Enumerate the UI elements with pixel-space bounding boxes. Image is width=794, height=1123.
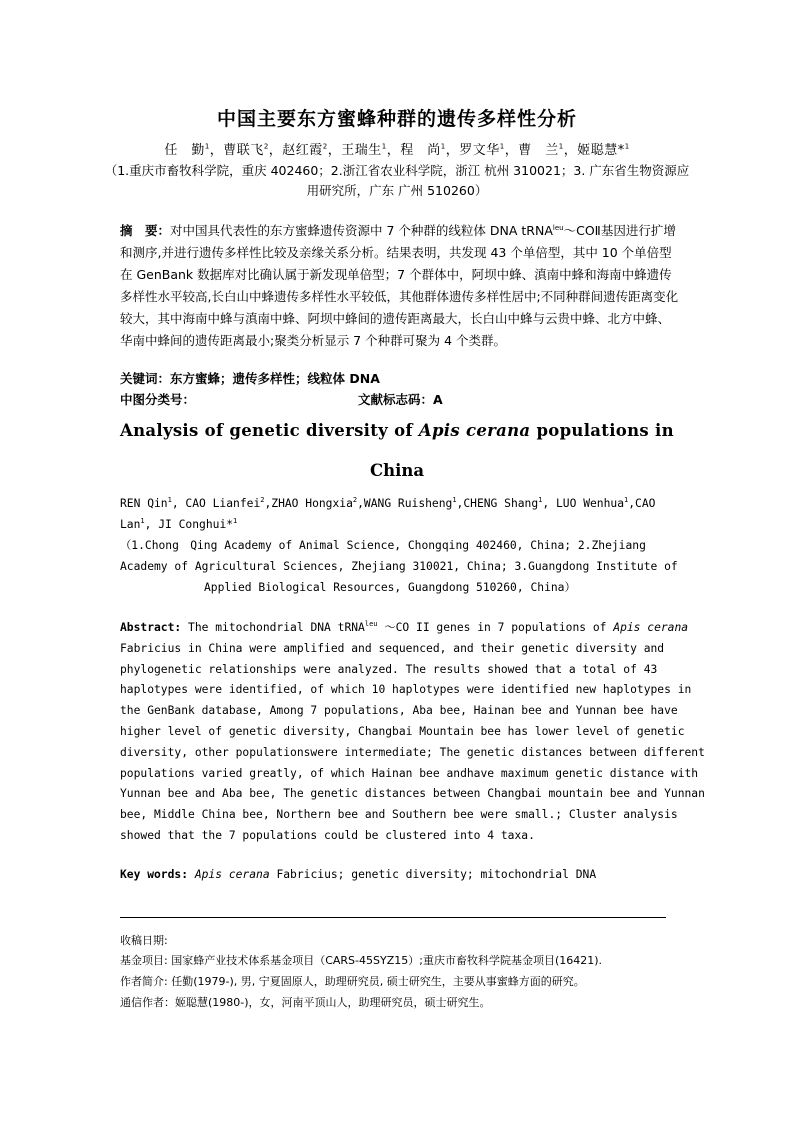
abstract-english [120, 618, 710, 847]
abstract-en-text-3: Fabricius in China were amplified and sequenced, and their genetic diversity and phylogenetic relationships were analyzed. The results showed that a total of 43 haplotypes were identified, of which 10 haplotypes were identified new haplotypes in the GenBank database, Among 7 populations, Aba bee, Hainan bee and Yunnan bee have higher level of genetic diversity, Changbai Mountain bee has lower level of genetic diversity, other populationswere intermediate; The genetic distances between different populations varied greatly, of which Hainan bee andhave maximum genetic distance with Yunnan bee and Aba bee, The genetic distances between Changbai mountain bee and Yunnan bee, Middle China bee, Northern bee and Southern bee were small.; Cluster analysis showed that the 7 populations could be clustered into 4 taxa. [120, 641, 705, 842]
authors-english [120, 493, 690, 535]
keywords-en-label: Key words: [120, 868, 189, 881]
author-en: ,WANG Ruisheng [357, 497, 453, 510]
affiliation-chinese: （1.重庆市畜牧科学院，重庆 402460；2.浙江省农业科学院，浙江 杭州 310021；3. 广东省生物资源应用研究所，广东 广州 510260） [104, 163, 690, 198]
abstract-en-label: Abstract: [120, 621, 182, 634]
author-sup: 1 [499, 142, 505, 151]
author-cn: ，姬聪慧* [563, 143, 625, 158]
abstract-cn-text-cont: ～COⅡ基因进行扩增和测序,并进行遗传多样性比较及亲缘关系分析。结果表明，共发现 43 个单倍型，其中 10 个单倍型在 GenBank 数据库对比确认属于新发现单倍型；7 个群体中，阿坝中蜂、滇南中蜂和海南中蜂遗传多样性水平较高,长白山中蜂遗传多样性水平较低，其他群体遗传多样性居中;不同种群间遗传距离变化较大，其中海南中蜂与滇南中蜂、阿坝中蜂间的遗传距离最大，长白山中蜂与云贵中蜂、北方中蜂、华南中蜂间的遗传距离最小;聚类分析显示 7 个种群可聚为 4 个类群。 [120, 223, 679, 348]
footnote-received: 收稿日期: [120, 934, 168, 947]
author-sup: 2 [263, 142, 269, 151]
author-en: , CAO Lianfei [171, 497, 261, 510]
keywords-chinese: 关键词：东方蜜蜂；遗传多样性；线粒体 DNA [120, 371, 380, 386]
author-sup: 1 [233, 517, 238, 526]
author-sup: 1 [452, 496, 457, 505]
abstract-cn-text: 对中国具代表性的东方蜜蜂遗传资源中 7 个种群的线粒体 DNA tRNA [170, 223, 553, 238]
author-sup: 1 [538, 496, 543, 505]
author-sup: 2 [322, 142, 328, 151]
author-en: ,CHENG Shang [456, 497, 539, 510]
author-sup: 1 [558, 142, 564, 151]
document-code: 文献标志码：A [358, 392, 443, 407]
title-en-text: Analysis of genetic diversity of [120, 421, 419, 440]
author-cn: ，程 尚 [386, 143, 441, 158]
author-en: REN Qin [120, 497, 168, 510]
author-cn: ，曹 兰 [504, 143, 559, 158]
author-sup: 1 [204, 142, 210, 151]
author-sup: 1 [624, 142, 630, 151]
author-sup: 2 [260, 496, 265, 505]
author-en: , JI Conghui* [144, 518, 234, 531]
author-sup: 2 [352, 496, 358, 505]
affiliation-en-last: Applied Biological Resources, Guangdong 510260, China） [204, 581, 576, 594]
author-cn: ，曹联飞 [209, 143, 264, 158]
author-en: ,CAO Lan [120, 497, 656, 531]
title-english-line1 [120, 421, 680, 440]
author-sup: 1 [440, 142, 446, 151]
classification-number: 中图分类号： [120, 392, 196, 407]
author-sup: 1 [381, 142, 387, 151]
author-cn: 任 勤 [164, 143, 205, 158]
footnote-divider [120, 917, 666, 918]
keywords-english [120, 868, 596, 881]
keywords-en-text: Fabricius; genetic diversity; mitochondrial DNA [269, 868, 597, 881]
author-cn: ，王瑞生 [327, 143, 382, 158]
author-sup: 1 [624, 496, 629, 505]
footnote-corresponding: 通信作者：姬聪慧(1980-)，女，河南平顶山人，助理研究员，硕士研究生。 [120, 996, 491, 1009]
species-name: Apis cerana [613, 621, 689, 634]
species-name: Apis cerana [194, 868, 270, 881]
abstract-cn-label: 摘 要： [120, 223, 171, 238]
footnote-author-bio: 作者简介: 任勤(1979-), 男, 宁夏固原人，助理研究员, 硕士研究生，主要从事蜜蜂方面的研究。 [120, 975, 585, 988]
author-cn: ，赵红霞 [268, 143, 323, 158]
abstract-en-text-2: ～CO II genes in 7 populations of [377, 621, 614, 634]
affiliation-en-main: （1.Chong Qing Academy of Animal Science, Chongqing 402460, China; 2.Zhejiang Academy of Agricultural Sciences, Zhejiang 310021, China; 3.Guangdong Institute of [120, 539, 678, 573]
author-en: ,ZHAO Hongxia [264, 497, 353, 510]
author-en: , LUO Wenhua [542, 497, 625, 510]
title-chinese: 中国主要东方蜜蜂种群的遗传多样性分析 [216, 108, 577, 130]
trna-sup: leu [364, 620, 378, 629]
authors-chinese [0, 139, 794, 158]
abstract-en-text: The mitochondrial DNA tRNA [181, 621, 365, 634]
abstract-chinese [120, 220, 680, 352]
trna-sup: leu [552, 223, 564, 232]
title-en-text-end: populations in [530, 421, 674, 440]
author-cn: ，罗文华 [445, 143, 500, 158]
footnote-funding: 基金项目: 国家蜂产业技术体系基金项目（CARS-45SYZ15）;重庆市畜牧科学院基金项目(16421). [120, 954, 603, 967]
species-name: Apis cerana [418, 421, 531, 440]
title-english-line2: China [369, 461, 425, 480]
affiliation-english [120, 535, 700, 598]
author-sup: 1 [167, 496, 172, 505]
author-sup: 1 [140, 517, 145, 526]
